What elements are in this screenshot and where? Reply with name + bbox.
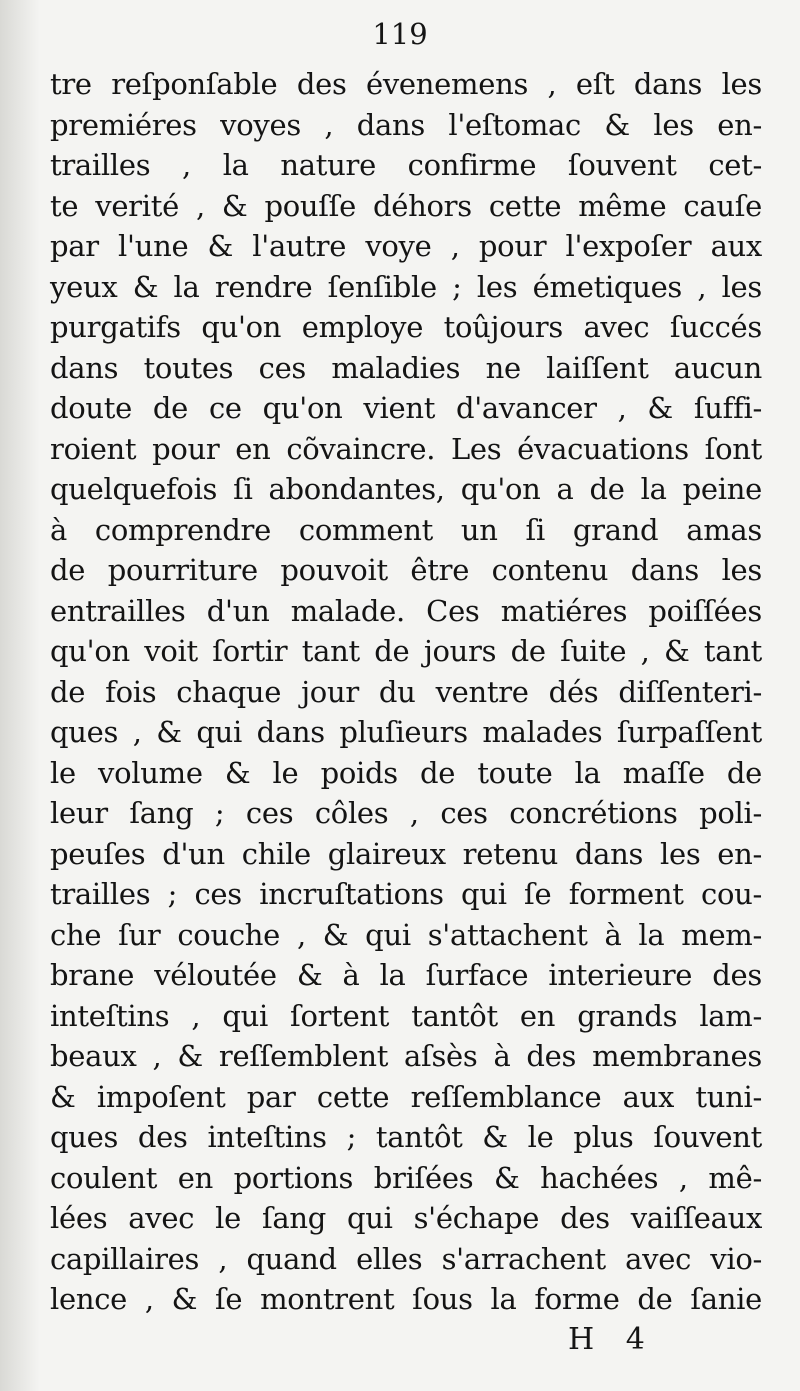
text-line: leur ſang ; ces côles , ces concrétions poli- bbox=[50, 796, 762, 830]
text-line: inteſtins , qui ſortent tantôt en grands lam- bbox=[50, 998, 762, 1033]
text-line: che ſur couche , & qui s'attachent à la mem- bbox=[50, 917, 762, 952]
text-line: trailles ; ces incruſtations qui ſe forment cou- bbox=[50, 877, 762, 911]
text-line: ques , & qui dans pluſieurs malades ſurpaſſent bbox=[50, 715, 762, 749]
text-line: purgatifs qu'on employe toûjours avec ſuccés bbox=[50, 310, 762, 344]
text-line: coulent en portions briſées & hachées , mê- bbox=[50, 1160, 762, 1195]
text-line: & impoſent par cette reſſemblance aux tuni- bbox=[50, 1079, 762, 1114]
text-line: qu'on voit ſortir tant de jours de ſuite , & tant bbox=[50, 634, 762, 668]
text-line: beaux , & reſſemblent aſsès à des membranes bbox=[50, 1039, 762, 1073]
text-line: dans toutes ces maladies ne laiſſent aucun bbox=[50, 350, 762, 385]
text-line: tre reſponſable des évenemens , eſt dans les bbox=[50, 67, 762, 101]
text-line: quelquefois ſi abondantes, qu'on a de la peine bbox=[50, 472, 762, 506]
page-number: 119 bbox=[372, 17, 428, 51]
text-line: à comprendre comment un ſi grand amas bbox=[50, 512, 762, 547]
text-line: de pourriture pouvoit être contenu dans les bbox=[50, 553, 762, 587]
text-line: trailles , la nature confirme ſouvent cet- bbox=[50, 148, 762, 182]
text-line: lées avec le ſang qui s'échape des vaiſſeaux bbox=[50, 1201, 762, 1235]
text-line: yeux & la rendre ſenſible ; les émetiques , les bbox=[50, 269, 762, 304]
text-line: roient pour en cõvaincre. Les évacuations ſont bbox=[50, 431, 762, 466]
text-body bbox=[50, 64, 762, 1320]
text-line: lence , & ſe montrent ſous la forme de ſanie bbox=[50, 1282, 762, 1316]
text-line: te verité , & pouſſe déhors cette même cauſe bbox=[50, 188, 762, 223]
text-line: le volume & le poids de toute la maſſe de bbox=[50, 755, 762, 790]
signature-mark: H 4 bbox=[568, 1322, 645, 1357]
text-line: capillaires , quand elles s'arrachent avec vio- bbox=[50, 1241, 762, 1276]
text-line: premiéres voyes , dans l'eſtomac & les en- bbox=[50, 107, 762, 142]
text-line: entrailles d'un malade. Ces matiéres poiſſées bbox=[50, 593, 762, 628]
text-line: peuſes d'un chile glaireux retenu dans les en- bbox=[50, 836, 762, 871]
text-line: doute de ce qu'on vient d'avancer , & ſuffi- bbox=[50, 391, 762, 425]
text-line: brane véloutée & à la ſurface interieure des bbox=[50, 958, 762, 992]
text-line: par l'une & l'autre voye , pour l'expoſer aux bbox=[50, 229, 762, 263]
text-line: ques des inteſtins ; tantôt & le plus ſouvent bbox=[50, 1120, 762, 1154]
text-line: de fois chaque jour du ventre dés diſſenteri- bbox=[50, 674, 762, 709]
